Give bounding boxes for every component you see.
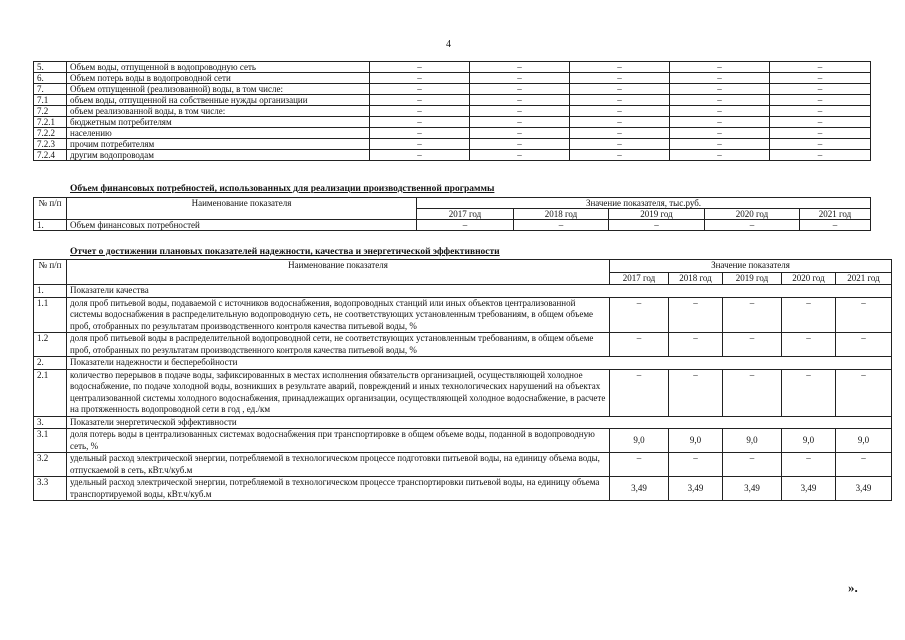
performance-report-table <box>33 259 892 501</box>
row-name: доля проб питьевой воды в распределительной водопроводной сети, не соответствующих установленным требованиям, в общем объеме проб, отобранных по результатам производственного контроля качества питьевой воды, % <box>67 333 610 357</box>
row-value: – <box>670 128 770 139</box>
section-row <box>34 357 892 370</box>
row-value: 3,49 <box>723 477 782 501</box>
row-value: – <box>570 106 670 117</box>
row-value: – <box>570 62 670 73</box>
row-number: 7.2.3 <box>34 139 67 150</box>
row-value: – <box>470 62 570 73</box>
row-value: – <box>670 139 770 150</box>
row-value: – <box>770 95 871 106</box>
col-name-header: Наименование показателя <box>67 260 610 285</box>
row-value: – <box>836 369 892 416</box>
table-row <box>34 128 871 139</box>
row-value: – <box>370 73 470 84</box>
row-value: – <box>570 84 670 95</box>
row-number: 7.2.2 <box>34 128 67 139</box>
row-value: – <box>782 453 836 477</box>
row-value: – <box>570 150 670 161</box>
row-number: 6. <box>34 73 67 84</box>
row-name: Объем финансовых потребностей <box>67 220 417 231</box>
row-value: – <box>836 297 892 333</box>
row-value: – <box>417 220 514 231</box>
financial-needs-heading: Объем финансовых потребностей, использованных для реализации производственной программы <box>70 184 495 194</box>
year-header: 2017 год <box>610 272 669 285</box>
year-header: 2019 год <box>723 272 782 285</box>
col-value-header: Значение показателя, тыс.руб. <box>417 198 871 209</box>
row-name: прочим потребителям <box>67 139 370 150</box>
row-value: – <box>370 128 470 139</box>
row-value: – <box>782 369 836 416</box>
year-header: 2018 год <box>669 272 723 285</box>
row-name: доля проб питьевой воды, подаваемой с источников водоснабжения, водопроводных станций или иных объектов централизованной системы водоснабжения в распределительную водопроводную сеть, не соответствующих установленным требованиям, в общем объеме проб, отобранных по результатам производственного контроля качества питьевой воды, % <box>67 297 610 333</box>
row-name: Объем воды, отпущенной в водопроводную сеть <box>67 62 370 73</box>
row-value: – <box>570 128 670 139</box>
table-row <box>34 150 871 161</box>
row-value: – <box>770 62 871 73</box>
year-header: 2021 год <box>836 272 892 285</box>
row-value: – <box>370 84 470 95</box>
row-number: 2.1 <box>34 369 67 416</box>
row-value: – <box>836 333 892 357</box>
row-value: – <box>770 73 871 84</box>
row-value: – <box>669 369 723 416</box>
row-value: 9,0 <box>610 429 669 453</box>
table-row <box>34 333 892 357</box>
row-number: 1.1 <box>34 297 67 333</box>
row-value: – <box>610 333 669 357</box>
row-number: 7. <box>34 84 67 95</box>
row-number: 5. <box>34 62 67 73</box>
row-number: 3.2 <box>34 453 67 477</box>
row-name: удельный расход электрической энергии, потребляемой в технологическом процессе транспортировки питьевой воды, на единицу объема транспортируемой воды, кВт.ч/куб.м <box>67 477 610 501</box>
year-header: 2017 год <box>417 209 514 220</box>
page-number: 4 <box>446 39 451 50</box>
row-number: 3. <box>34 416 67 429</box>
section-row <box>34 416 892 429</box>
section-title: Показатели качества <box>67 285 892 298</box>
row-value: 3,49 <box>782 477 836 501</box>
col-num-header: № п/п <box>34 198 67 220</box>
row-number: 7.2 <box>34 106 67 117</box>
row-name: Объем отпущенной (реализованной) воды, в том числе: <box>67 84 370 95</box>
row-value: 3,49 <box>610 477 669 501</box>
row-value: – <box>470 117 570 128</box>
row-value: – <box>470 95 570 106</box>
col-value-header: Значение показателя <box>610 260 892 273</box>
row-name: населению <box>67 128 370 139</box>
table-row <box>34 453 892 477</box>
row-value: – <box>570 117 670 128</box>
row-value: – <box>723 369 782 416</box>
row-value: – <box>370 117 470 128</box>
row-value: – <box>670 73 770 84</box>
row-value: – <box>514 220 609 231</box>
row-value: – <box>770 150 871 161</box>
row-number: 7.1 <box>34 95 67 106</box>
row-value: 9,0 <box>669 429 723 453</box>
row-value: – <box>570 95 670 106</box>
row-value: 9,0 <box>782 429 836 453</box>
row-value: – <box>705 220 800 231</box>
row-value: – <box>770 128 871 139</box>
row-value: – <box>670 106 770 117</box>
year-header: 2020 год <box>782 272 836 285</box>
row-value: – <box>370 106 470 117</box>
year-header: 2018 год <box>514 209 609 220</box>
row-value: – <box>370 139 470 150</box>
row-number: 1.2 <box>34 333 67 357</box>
row-number: 7.2.4 <box>34 150 67 161</box>
row-value: – <box>670 95 770 106</box>
table-row <box>34 220 871 231</box>
col-num-header: № п/п <box>34 260 67 285</box>
section-title: Показатели надежности и бесперебойности <box>67 357 892 370</box>
financial-needs-table <box>33 197 871 231</box>
table-row <box>34 95 871 106</box>
row-value: – <box>610 453 669 477</box>
row-number: 2. <box>34 357 67 370</box>
year-header: 2021 год <box>800 209 871 220</box>
row-number: 3.3 <box>34 477 67 501</box>
row-value: – <box>370 62 470 73</box>
row-value: – <box>470 84 570 95</box>
row-number: 3.1 <box>34 429 67 453</box>
table-row <box>34 297 892 333</box>
row-value: – <box>610 297 669 333</box>
row-value: – <box>470 150 570 161</box>
row-value: – <box>670 117 770 128</box>
table-row <box>34 139 871 150</box>
row-number: 1. <box>34 220 67 231</box>
row-name: количество перерывов в подаче воды, зафиксированных в местах исполнения обязательств организацией, осуществляющей холодное водоснабжение, по подаче холодной воды, возникших в результате аварий, повреждений и иных технологических нарушений на объектах централизованной системы холодного водоснабжения, принадлежащих организации, осуществляющей холодное водоснабжение, в расчете на протяженность водопроводной сети в год , ед./км <box>67 369 610 416</box>
section-row <box>34 285 892 298</box>
table-row <box>34 84 871 95</box>
row-value: – <box>770 139 871 150</box>
row-value: – <box>609 220 705 231</box>
row-name: бюджетным потребителям <box>67 117 370 128</box>
row-value: – <box>570 139 670 150</box>
row-value: 9,0 <box>723 429 782 453</box>
row-value: – <box>470 139 570 150</box>
water-volume-table <box>33 61 871 161</box>
row-value: – <box>470 128 570 139</box>
row-value: – <box>470 106 570 117</box>
table-row <box>34 73 871 84</box>
row-value: – <box>770 84 871 95</box>
section-title: Показатели энергетической эффективности <box>67 416 892 429</box>
row-value: – <box>782 333 836 357</box>
row-name: объем реализованной воды, в том числе: <box>67 106 370 117</box>
table-row <box>34 369 892 416</box>
row-value: – <box>669 333 723 357</box>
row-value: – <box>670 84 770 95</box>
row-value: 3,49 <box>669 477 723 501</box>
row-value: – <box>570 73 670 84</box>
row-name: удельный расход электрической энергии, потребляемой в технологическом процессе подготовки питьевой воды, на единицу объема воды, отпускаемой в сеть, кВт.ч/куб.м <box>67 453 610 477</box>
row-value: 9,0 <box>836 429 892 453</box>
row-value: – <box>782 297 836 333</box>
row-value: – <box>723 297 782 333</box>
row-value: – <box>770 117 871 128</box>
row-name: другим водопроводам <box>67 150 370 161</box>
row-value: 3,49 <box>836 477 892 501</box>
row-name: объем воды, отпущенной на собственные нужды организации <box>67 95 370 106</box>
row-value: – <box>836 453 892 477</box>
row-value: – <box>370 150 470 161</box>
row-value: – <box>723 333 782 357</box>
row-value: – <box>470 73 570 84</box>
row-name: Объем потерь воды в водопроводной сети <box>67 73 370 84</box>
year-header: 2020 год <box>705 209 800 220</box>
row-value: – <box>723 453 782 477</box>
row-value: – <box>669 297 723 333</box>
table-row <box>34 106 871 117</box>
row-value: – <box>610 369 669 416</box>
row-name: доля потерь воды в централизованных системах водоснабжения при транспортировке в общем объеме воды, поданной в водопроводную сеть, % <box>67 429 610 453</box>
table-row <box>34 429 892 453</box>
row-value: – <box>800 220 871 231</box>
table-row <box>34 477 892 501</box>
performance-report-heading: Отчет о достижении плановых показателей надежности, качества и энергетической эффективности <box>70 247 500 257</box>
closing-mark: ». <box>848 580 858 595</box>
row-value: – <box>370 95 470 106</box>
table-row <box>34 62 871 73</box>
row-number: 1. <box>34 285 67 298</box>
row-value: – <box>670 62 770 73</box>
table-row <box>34 117 871 128</box>
row-number: 7.2.1 <box>34 117 67 128</box>
year-header: 2019 год <box>609 209 705 220</box>
row-value: – <box>770 106 871 117</box>
row-value: – <box>670 150 770 161</box>
row-value: – <box>669 453 723 477</box>
col-name-header: Наименование показателя <box>67 198 417 220</box>
